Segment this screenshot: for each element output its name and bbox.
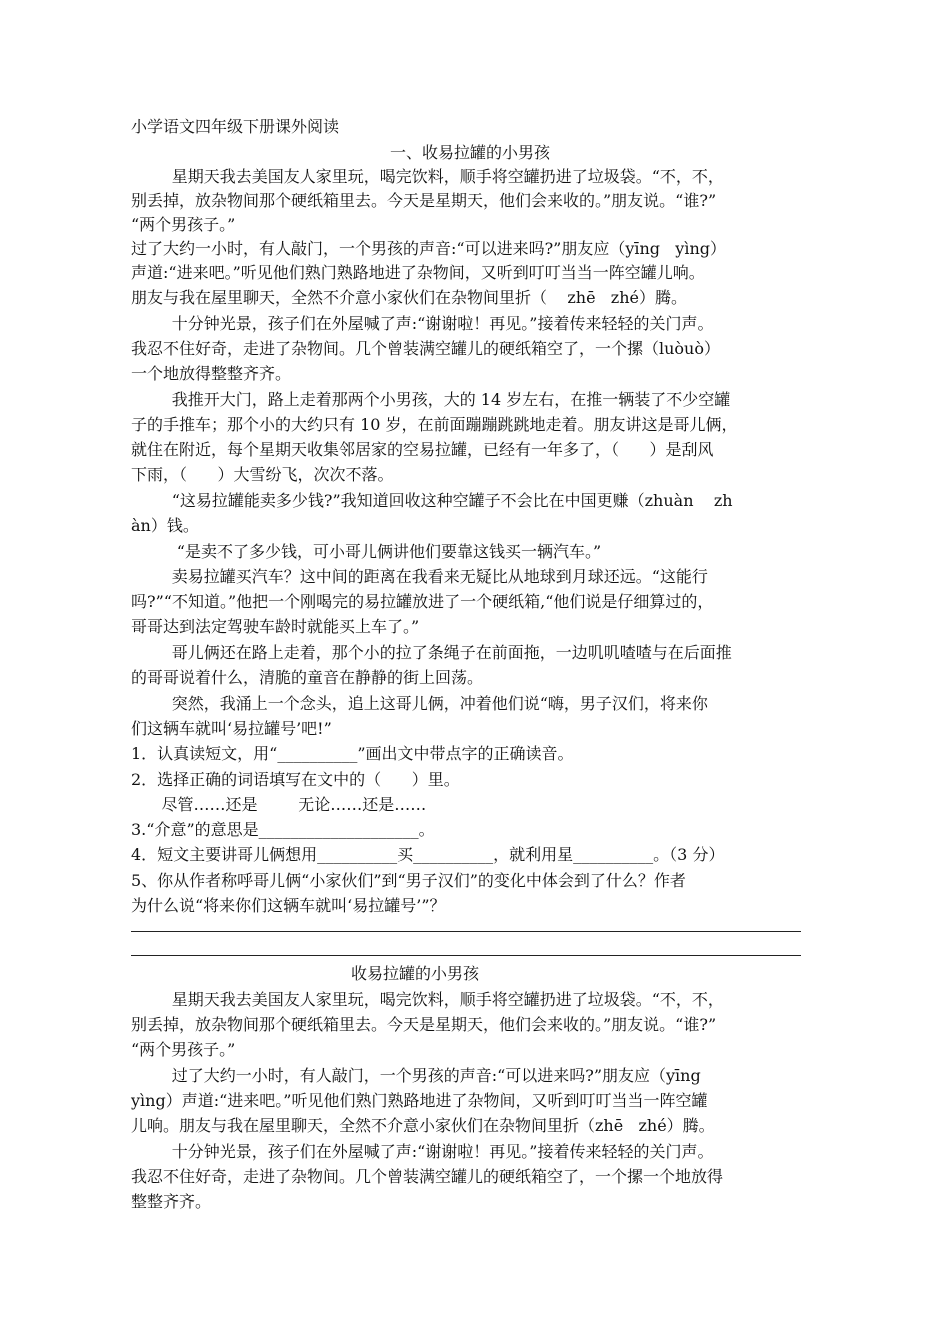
paragraph-line: 星期天我去美国友人家里玩，喝完饮料，顺手将空罐扔进了垃圾袋。“不，不， — [131, 167, 724, 186]
paragraph-line: 星期天我去美国友人家里玩，喝完饮料，顺手将空罐扔进了垃圾袋。“不，不， — [131, 990, 724, 1009]
paragraph-line: “两个男孩子。” — [131, 1040, 236, 1059]
paragraph-line: 我忍不住好奇，走进了杂物间。几个曾装满空罐儿的硬纸箱空了，一个摞（luòuò） — [131, 339, 720, 358]
question-2-options: 尽管……还是 无论……还是…… — [131, 795, 427, 814]
paragraph-line: yìng）声道:“进来吧。”听见他们熟门熟路地进了杂物间，又听到叮叮当当一阵空罐 — [131, 1091, 708, 1110]
paragraph-line: 儿响。朋友与我在屋里聊天，全然不介意小家伙们在杂物间里折（zhē zhé）腾。 — [131, 1116, 715, 1135]
paragraph-line: 我忍不住好奇，走进了杂物间。几个曾装满空罐儿的硬纸箱空了，一个摞一个地放得 — [131, 1167, 724, 1186]
paragraph-line: “是卖不了多少钱，可小哥儿俩讲他们要靠这钱买一辆汽车。” — [131, 542, 602, 561]
paragraph-line: 哥儿俩还在路上走着，那个小的拉了条绳子在前面拖，一边叽叽喳喳与在后面推 — [131, 643, 732, 662]
paragraph-line: “两个男孩子。” — [131, 215, 236, 234]
document-header: 小学语文四年级下册课外阅读 — [131, 117, 340, 136]
question-5: 5、你从作者称呼哥儿俩“小家伙们”到“男子汉们”的变化中体会到了什么？作者 — [131, 871, 686, 890]
paragraph-line: 子的手推车；那个小的大约只有 10 岁，在前面蹦蹦跳跳地走着。朋友讲这是哥儿俩， — [131, 415, 738, 434]
section1-title: 一、收易拉罐的小男孩 — [390, 143, 551, 162]
question-2: 2．选择正确的词语填写在文中的（ ）里。 — [131, 770, 460, 789]
section2-title: 收易拉罐的小男孩 — [351, 964, 480, 983]
paragraph-line: 十分钟光景，孩子们在外屋喊了声:“谢谢啦！再见。”接着传来轻轻的关门声。 — [131, 314, 714, 333]
answer-line — [131, 931, 801, 932]
paragraph-line: àn）钱。 — [131, 516, 199, 535]
paragraph-line: 吗?”“不知道。”他把一个刚喝完的易拉罐放进了一个硬纸箱,“他们说是仔细算过的， — [131, 592, 714, 611]
question-5-cont: 为什么说“将来你们这辆车就叫‘易拉罐号’”？ — [131, 896, 446, 915]
paragraph-line: 就住在附近，每个星期天收集邻居家的空易拉罐，已经有一年多了，（ ）是刮风 — [131, 440, 714, 459]
paragraph-line: “这易拉罐能卖多少钱?”我知道回收这种空罐子不会比在中国更赚（zhuàn zh — [131, 491, 733, 510]
paragraph-line: 朋友与我在屋里聊天，全然不介意小家伙们在杂物间里折（ zhē zhé）腾。 — [131, 288, 688, 307]
answer-line — [131, 955, 801, 956]
question-1: 1．认真读短文，用“__________”画出文中带点字的正确读音。 — [131, 744, 574, 763]
paragraph-line: 我推开大门，路上走着那两个小男孩，大的 14 岁左右，在推一辆装了不少空罐 — [131, 390, 731, 409]
paragraph-line: 别丢掉，放杂物间那个硬纸箱里去。今天是星期天，他们会来收的。”朋友说。“谁?” — [131, 191, 717, 210]
paragraph-line: 声道:“进来吧。”听见他们熟门熟路地进了杂物间，又听到叮叮当当一阵空罐儿响。 — [131, 263, 705, 282]
paragraph-line: 下雨，（ ）大雪纷飞，次次不落。 — [131, 465, 394, 484]
paragraph-line: 一个地放得整整齐齐。 — [131, 364, 292, 383]
paragraph-line: 过了大约一小时，有人敲门，一个男孩的声音:“可以进来吗?”朋友应（yīng yìng） — [131, 239, 726, 258]
paragraph-line: 哥哥达到法定驾驶车龄时就能买上车了。” — [131, 617, 420, 636]
paragraph-line: 整整齐齐。 — [131, 1192, 212, 1211]
paragraph-line: 过了大约一小时，有人敲门，一个男孩的声音:“可以进来吗?”朋友应（yīng — [131, 1066, 701, 1085]
paragraph-line: 十分钟光景，孩子们在外屋喊了声:“谢谢啦！再见。”接着传来轻轻的关门声。 — [131, 1142, 714, 1161]
paragraph-line: 们这辆车就叫‘易拉罐号’吧!” — [131, 719, 332, 738]
question-3: 3.“介意”的意思是____________________。 — [131, 820, 435, 839]
paragraph-line: 的哥哥说着什么，清脆的童音在静静的街上回荡。 — [131, 668, 484, 687]
paragraph-line: 突然，我涌上一个念头，追上这哥儿俩，冲着他们说“嗨，男子汉们，将来你 — [131, 694, 708, 713]
paragraph-line: 卖易拉罐买汽车？这中间的距离在我看来无疑比从地球到月球还远。“这能行 — [131, 567, 708, 586]
paragraph-line: 别丢掉，放杂物间那个硬纸箱里去。今天是星期天，他们会来收的。”朋友说。“谁?” — [131, 1015, 717, 1034]
question-4: 4．短文主要讲哥儿俩想用__________买__________，就利用星__________。（3 分） — [131, 845, 725, 864]
